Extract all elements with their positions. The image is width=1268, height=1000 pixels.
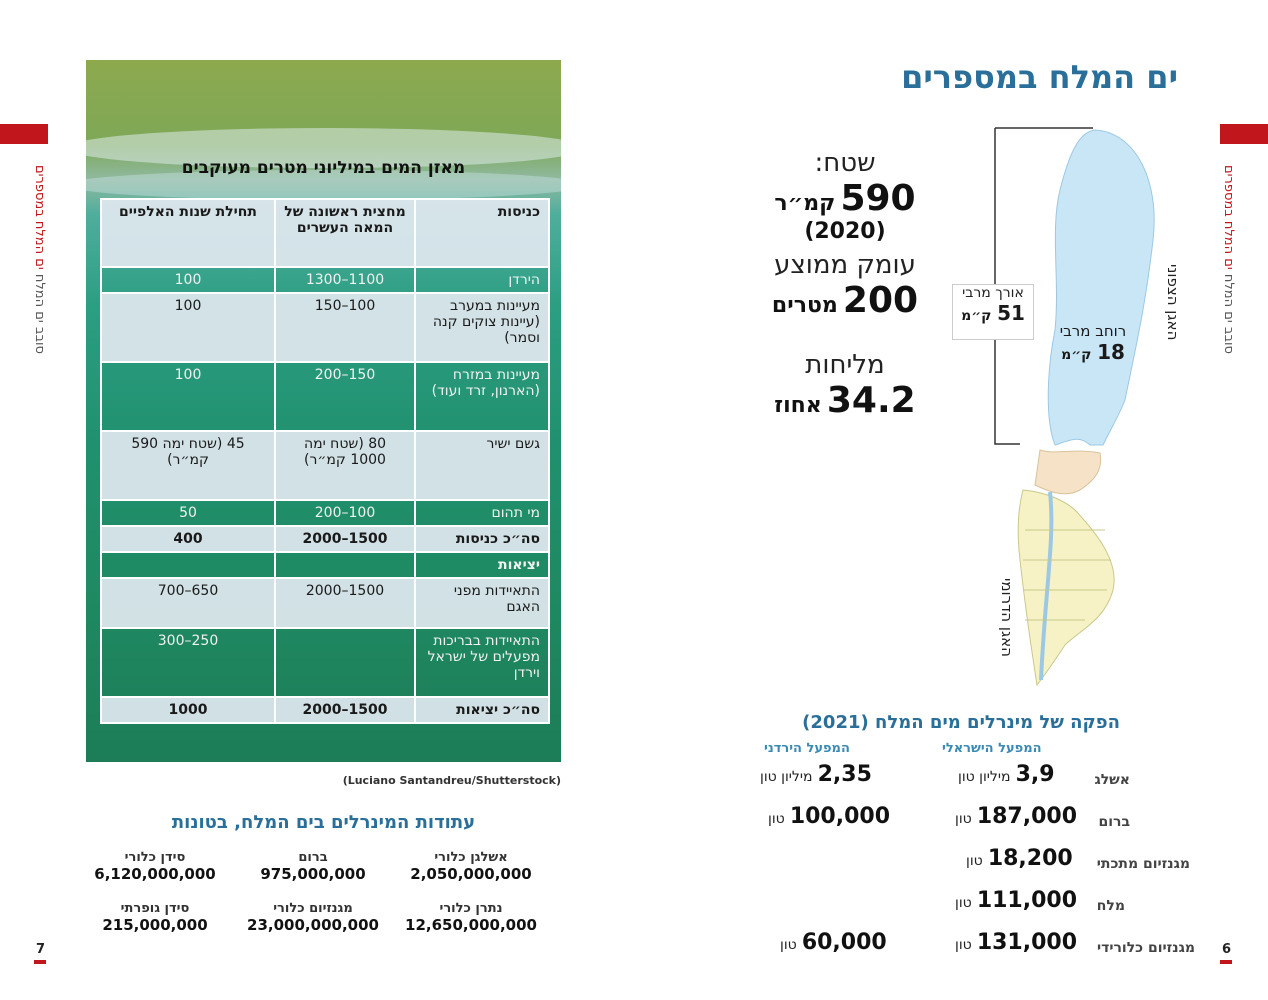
depth-stat <box>750 250 940 321</box>
jordan-value <box>760 762 872 787</box>
table-row-outflows-heading <box>101 552 549 578</box>
salinity-unit: אחוז <box>774 393 822 418</box>
row-value: 100 <box>101 362 275 431</box>
row-label: התאיידות בבריכות מפעלים של ישראל וירדן <box>415 628 549 697</box>
reserve-value: 215,000,000 <box>102 916 208 934</box>
area-value: 590 <box>840 178 916 219</box>
row-value: 650–700 <box>101 578 275 628</box>
israel-value <box>955 930 1077 955</box>
table-title: מאזן המים במיליוני מטרים מעוקבים <box>181 158 466 178</box>
table-row <box>101 628 549 697</box>
north-basin-label: האגן הצפוני <box>1164 264 1182 341</box>
israel-unit: מיליון טון <box>958 769 1011 785</box>
row-value: 100 <box>101 293 275 362</box>
lisan-shape <box>1035 450 1101 494</box>
mineral-name: מלח <box>1096 898 1125 914</box>
row-value <box>275 628 415 697</box>
length-box <box>952 284 1034 340</box>
row-label: יציאות <box>415 552 549 578</box>
israel-amount: 187,000 <box>976 804 1078 829</box>
header-early-2000s: תחילת שנות האלפיים <box>101 199 275 267</box>
row-value: 45 (שטח ימה 590 קמ״ר) <box>101 431 275 500</box>
header-first-half: מחצית ראשונה של המאה העשרים <box>275 199 415 267</box>
israel-unit: טון <box>955 895 972 911</box>
row-value: 100–150 <box>275 293 415 362</box>
reserve-name: סידן גופרתי <box>120 901 190 916</box>
jordan-value <box>768 804 890 829</box>
jordan-unit: מיליון טון <box>760 769 813 785</box>
salinity-stat <box>760 350 930 421</box>
depth-value: 200 <box>842 280 919 321</box>
left-side-label <box>32 165 47 354</box>
right-page-mark <box>1220 960 1232 964</box>
row-label: גשם ישיר <box>415 431 549 500</box>
width-value: 18 <box>1097 340 1125 364</box>
depth-unit: מטרים <box>771 293 838 318</box>
water-balance-table <box>100 198 550 724</box>
israel-value <box>966 846 1073 871</box>
page-title: ים המלח במספרים <box>901 58 1178 96</box>
left-page-mark <box>34 960 46 964</box>
israel-amount: 18,200 <box>987 846 1073 871</box>
jordan-unit: טון <box>780 937 797 953</box>
reserve-value: 2,050,000,000 <box>410 865 532 883</box>
photo-credit: (Luciano Santandreu/Shutterstock) <box>342 774 561 787</box>
mineral-name: מגנזיום מתכתי <box>1096 856 1190 872</box>
row-label: הירדן <box>415 267 549 293</box>
length-label: אורך מרבי <box>962 285 1024 301</box>
reserve-value: 12,650,000,000 <box>405 916 537 934</box>
row-value: 1500–2000 <box>275 697 415 723</box>
area-unit: קמ״ר (2020) <box>774 191 886 244</box>
jordan-amount: 100,000 <box>789 804 891 829</box>
row-label: מעיינות במערב (עיינות צוקים קנה וסמר) <box>415 293 549 362</box>
width-unit: ק״מ <box>1061 347 1092 363</box>
row-label: התאיידות מפני האגם <box>415 578 549 628</box>
minerals-title: הפקה של מינרלים מים המלח (2021) <box>802 712 1120 733</box>
reserve-item <box>70 901 240 934</box>
salinity-label: מליחות <box>805 350 885 380</box>
reserve-item <box>228 850 398 883</box>
reserve-name: נתרן כלורי <box>439 901 503 916</box>
left-page-number: 7 <box>36 942 46 957</box>
side-label-book: סובב ים המלח <box>32 273 47 354</box>
width-label-group <box>1050 322 1136 364</box>
col-israel: המפעל הישראלי <box>942 741 1042 756</box>
area-label: שטח: <box>814 148 876 178</box>
jordan-amount: 60,000 <box>801 930 887 955</box>
jordan-unit: טון <box>768 811 785 827</box>
row-value: 150–200 <box>275 362 415 431</box>
salinity-value: 34.2 <box>826 380 916 421</box>
table-row <box>101 500 549 526</box>
length-unit: ק״מ <box>961 308 992 324</box>
israel-amount: 131,000 <box>976 930 1078 955</box>
depth-label: עומק ממוצע <box>774 250 916 280</box>
row-value: 1500–2000 <box>275 578 415 628</box>
table-row <box>101 267 549 293</box>
jordan-value <box>780 930 887 955</box>
side-label-chapter: ים המלח במספרים <box>1221 165 1236 270</box>
table-row <box>101 293 549 362</box>
reserve-item <box>70 850 240 883</box>
reserve-item <box>228 901 398 934</box>
row-value: 250–300 <box>101 628 275 697</box>
reserve-name: אשלגן כלורי <box>434 850 508 865</box>
reserve-name: סידן כלורי <box>124 850 186 865</box>
row-value <box>101 552 275 578</box>
row-value: 1500–2000 <box>275 526 415 552</box>
water-balance-photo <box>86 60 561 762</box>
israel-value <box>955 888 1077 913</box>
reserve-value: 975,000,000 <box>260 865 366 883</box>
side-label-chapter: ים המלח במספרים <box>32 165 47 270</box>
mineral-name: ברום <box>1098 814 1130 830</box>
reserves-title: עתודות המינרלים בים המלח, בטונות <box>171 812 476 833</box>
row-label: סה״כ כניסות <box>415 526 549 552</box>
length-value: 51 <box>997 301 1025 325</box>
israel-value <box>958 762 1055 787</box>
row-label: מי תהום <box>415 500 549 526</box>
width-label: רוחב מרבי <box>1059 322 1127 340</box>
south-basin-label: האגן הדרומי <box>998 578 1016 657</box>
israel-value <box>955 804 1077 829</box>
south-basin-shape <box>1018 490 1114 685</box>
israel-unit: טון <box>966 853 983 869</box>
table-row <box>101 431 549 500</box>
reserve-name: מגנזיום כלורי <box>273 901 353 916</box>
reserve-item <box>386 901 556 934</box>
row-value: 400 <box>101 526 275 552</box>
reserve-value: 6,120,000,000 <box>94 865 216 883</box>
reserve-value: 23,000,000,000 <box>247 916 379 934</box>
right-side-label <box>1221 165 1236 354</box>
north-basin-shape <box>1048 130 1154 445</box>
row-value <box>275 552 415 578</box>
row-value: 50 <box>101 500 275 526</box>
right-red-bar <box>1220 124 1268 144</box>
header-inflows: כניסות <box>415 199 549 267</box>
row-label: סה״כ יציאות <box>415 697 549 723</box>
israel-amount: 111,000 <box>976 888 1078 913</box>
israel-unit: טון <box>955 811 972 827</box>
row-label: מעיינות במזרח (הארנון, זרד ועוד) <box>415 362 549 431</box>
table-header-row <box>101 199 549 267</box>
mineral-name: מגנזיום כלורידי <box>1097 940 1195 956</box>
area-stat <box>730 148 960 244</box>
jordan-amount: 2,35 <box>817 762 872 787</box>
table-row-total-inflows <box>101 526 549 552</box>
reserve-item <box>386 850 556 883</box>
col-jordan: המפעל הירדני <box>764 741 850 756</box>
table-row <box>101 578 549 628</box>
side-label-book: סובב ים המלח <box>1221 273 1236 354</box>
row-value: 80 (שטח ימה 1000 קמ״ר) <box>275 431 415 500</box>
table-row-total-outflows <box>101 697 549 723</box>
row-value: 100 <box>101 267 275 293</box>
israel-amount: 3,9 <box>1015 762 1055 787</box>
table-row <box>101 362 549 431</box>
reserve-name: ברום <box>298 850 328 865</box>
israel-unit: טון <box>955 937 972 953</box>
row-value: 100–200 <box>275 500 415 526</box>
row-value: 1100–1300 <box>275 267 415 293</box>
row-value: 1000 <box>101 697 275 723</box>
left-red-bar <box>0 124 48 144</box>
mineral-name: אשלג <box>1094 772 1130 788</box>
right-page-number: 6 <box>1222 942 1232 957</box>
